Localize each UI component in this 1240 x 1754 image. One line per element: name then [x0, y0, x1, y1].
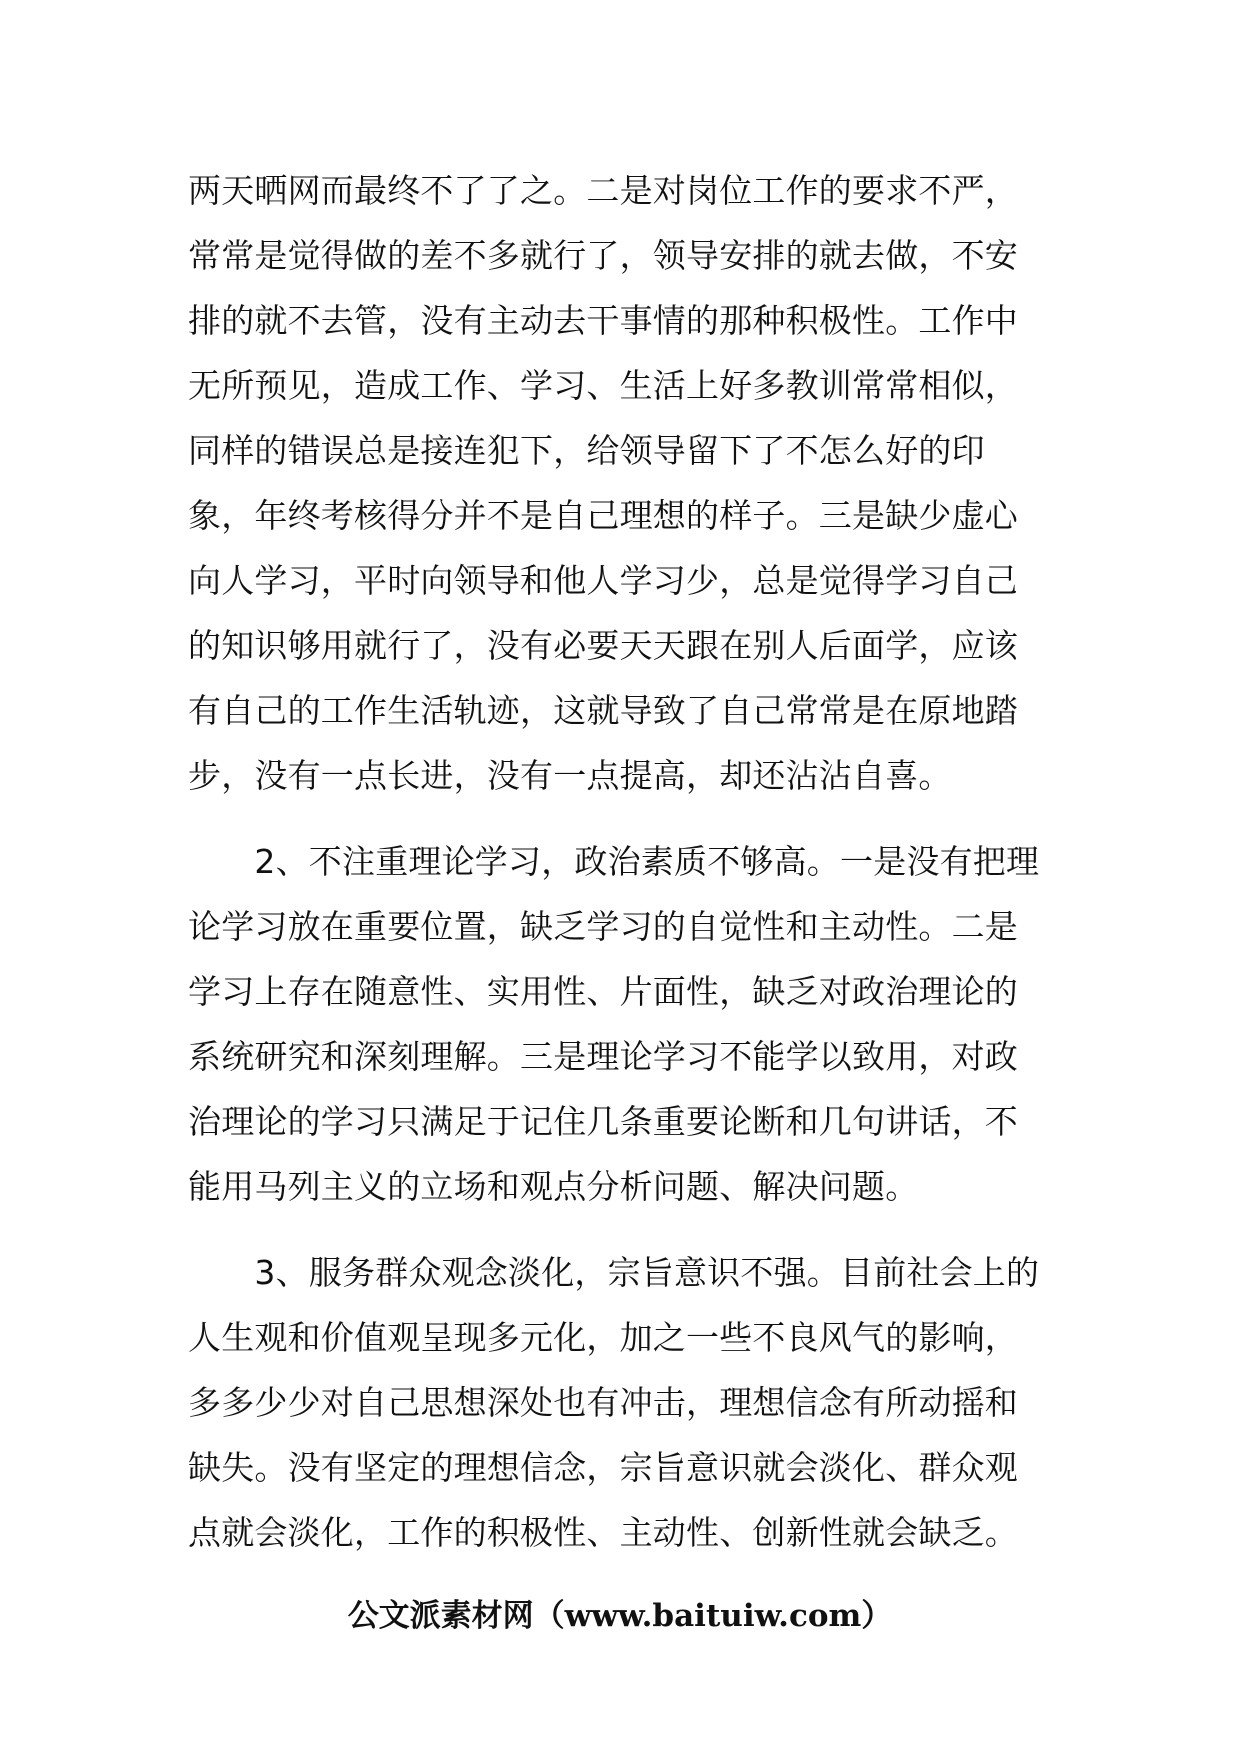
text-line: 无所预见，造成工作、学习、生活上好多教训常常相似， [188, 366, 1018, 405]
text-line: 2、不注重理论学习，政治素质不够高。一是没有把理 [188, 842, 1040, 881]
text-line: 的知识够用就行了，没有必要天天跟在别人后面学，应该 [188, 626, 1018, 665]
text-line: 人生观和价值观呈现多元化，加之一些不良风气的影响， [188, 1318, 1018, 1357]
text-line: 排的就不去管，没有主动去干事情的那种积极性。工作中 [188, 301, 1018, 340]
text-line: 能用马列主义的立场和观点分析问题、解决问题。 [188, 1167, 919, 1206]
text-line: 系统研究和深刻理解。三是理论学习不能学以致用，对政 [188, 1037, 1018, 1076]
text-line: 步，没有一点长进，没有一点提高，却还沾沾自喜。 [188, 756, 952, 795]
paragraph-2 [188, 829, 1058, 1219]
paragraph-spacing [188, 1219, 1058, 1240]
text-line: 点就会淡化，工作的积极性、主动性、创新性就会缺乏。 [188, 1513, 1018, 1552]
paragraph-spacing [188, 808, 1058, 829]
footer-watermark: 公文派素材网（www.baituiw.com） [347, 1598, 893, 1634]
text-line: 论学习放在重要位置，缺乏学习的自觉性和主动性。二是 [188, 907, 1018, 946]
text-line: 3、服务群众观念淡化，宗旨意识不强。目前社会上的 [188, 1253, 1040, 1292]
text-line: 多多少少对自己思想深处也有冲击，理想信念有所动摇和 [188, 1383, 1018, 1422]
text-line: 同样的错误总是接连犯下，给领导留下了不怎么好的印 [188, 431, 985, 470]
text-line: 象，年终考核得分并不是自己理想的样子。三是缺少虚心 [188, 496, 1018, 535]
paragraph-3 [188, 1240, 1058, 1565]
text-line: 向人学习，平时向领导和他人学习少，总是觉得学习自己 [188, 561, 1018, 600]
text-line: 治理论的学习只满足于记住几条重要论断和几句讲话，不 [188, 1102, 1018, 1141]
paragraph-1 [188, 158, 1058, 808]
text-line: 学习上存在随意性、实用性、片面性，缺乏对政治理论的 [188, 972, 1018, 1011]
text-line: 有自己的工作生活轨迹，这就导致了自己常常是在原地踏 [188, 691, 1018, 730]
text-line: 常常是觉得做的差不多就行了，领导安排的就去做，不安 [188, 236, 1018, 275]
document-body [188, 158, 1058, 1565]
text-line: 缺失。没有坚定的理想信念，宗旨意识就会淡化、群众观 [188, 1448, 1018, 1487]
text-line: 两天晒网而最终不了了之。二是对岗位工作的要求不严， [188, 171, 1018, 210]
